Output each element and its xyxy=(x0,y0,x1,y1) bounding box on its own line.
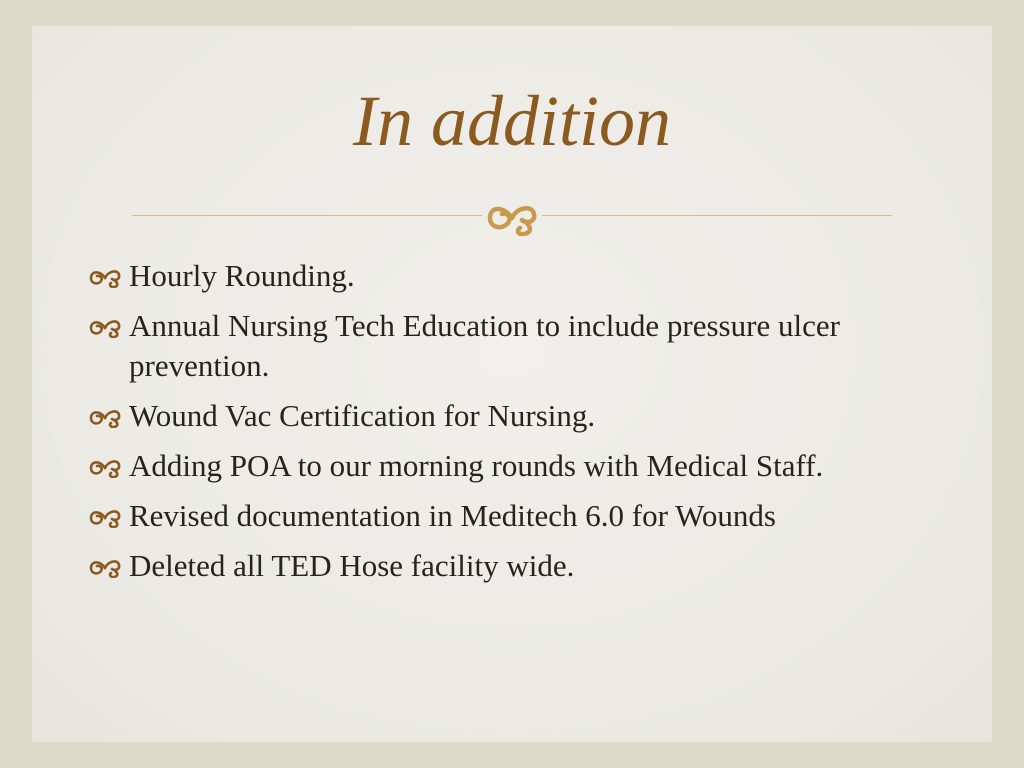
slide-title: In addition xyxy=(353,81,671,161)
list-item-text: Wound Vac Certification for Nursing. xyxy=(129,398,596,433)
list-item-text: Annual Nursing Tech Education to include pressure ulcer prevention. xyxy=(129,308,840,383)
title-divider xyxy=(132,196,892,236)
ornament-bullet-icon xyxy=(88,406,124,428)
ornament-bullet-icon xyxy=(88,506,124,528)
list-item xyxy=(88,496,948,536)
list-item xyxy=(88,256,948,296)
list-item-text: Deleted all TED Hose facility wide. xyxy=(129,548,575,583)
list-item xyxy=(88,396,948,436)
bullet-list xyxy=(88,256,948,596)
divider-line-right xyxy=(542,215,892,216)
list-item xyxy=(88,546,948,586)
list-item xyxy=(88,306,948,386)
divider-line-left xyxy=(132,215,482,216)
ornament-icon xyxy=(482,196,542,236)
list-item-text: Hourly Rounding. xyxy=(129,258,355,293)
ornament-bullet-icon xyxy=(88,266,124,288)
list-item-text: Adding POA to our morning rounds with Medical Staff. xyxy=(129,448,824,483)
ornament-bullet-icon xyxy=(88,316,124,338)
ornament-bullet-icon xyxy=(88,556,124,578)
list-item xyxy=(88,446,948,486)
ornament-bullet-icon xyxy=(88,456,124,478)
list-item-text: Revised documentation in Meditech 6.0 for Wounds xyxy=(129,498,776,533)
